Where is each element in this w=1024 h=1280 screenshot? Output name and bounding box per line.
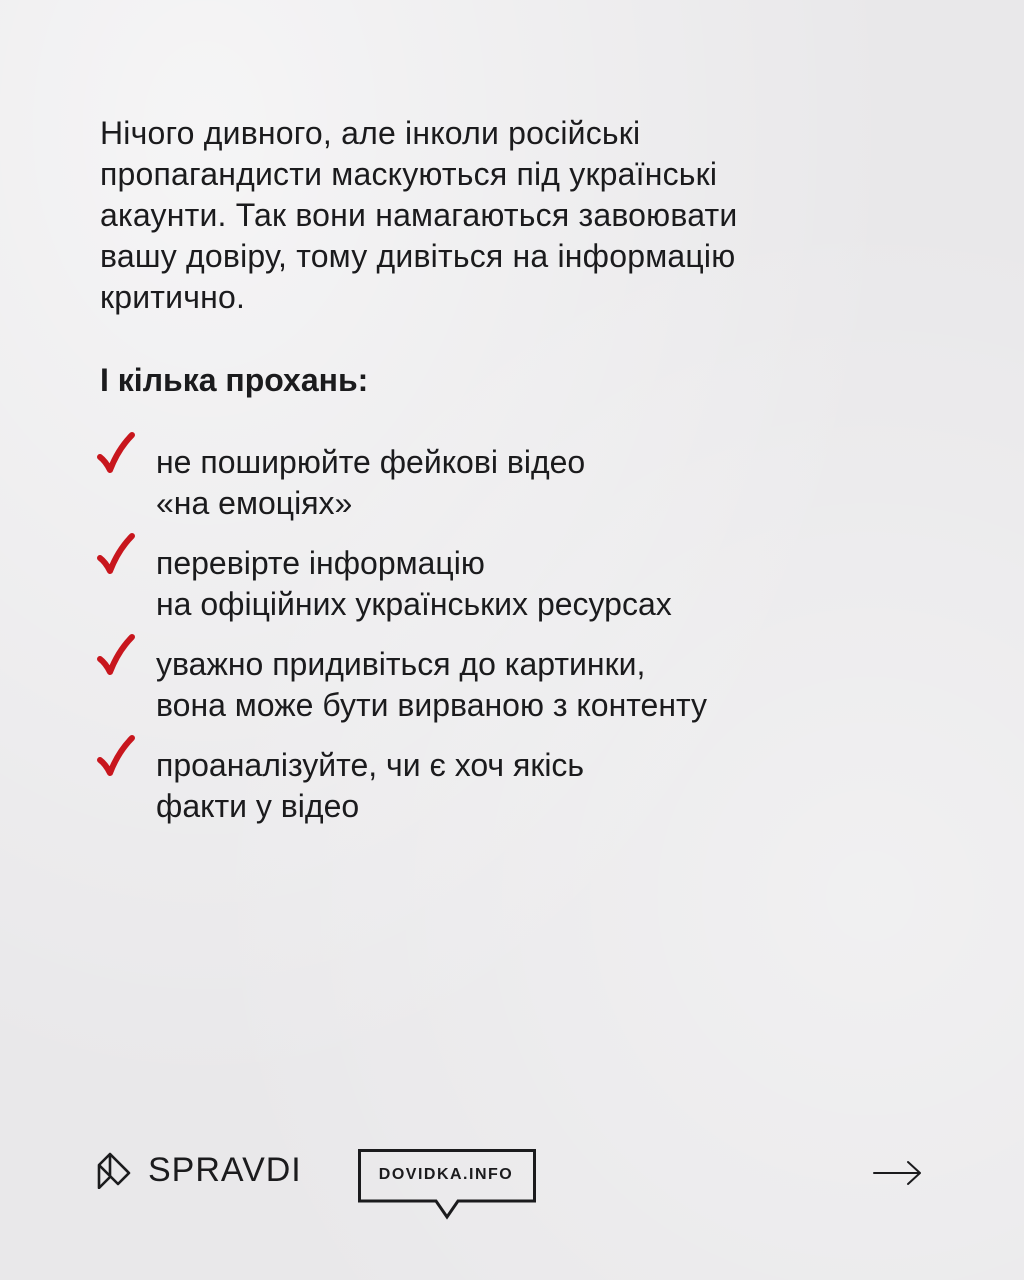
spravdi-logo[interactable]	[96, 1150, 302, 1190]
intro-line: Нічого дивного, але інколи російські	[100, 115, 641, 151]
tip-text	[156, 644, 707, 726]
tip-line: перевірте інформацію	[156, 545, 485, 581]
dovidka-logo[interactable]	[358, 1149, 536, 1226]
checkmark-icon	[96, 533, 136, 577]
tip-item	[96, 632, 936, 733]
tips-list	[96, 430, 936, 834]
dovidka-wordmark: DOVIDKA.INFO	[378, 1166, 514, 1183]
tip-line: не поширюйте фейкові відео	[156, 444, 586, 480]
tip-item	[96, 531, 936, 632]
intro-line: пропагандисти маскуються під українські	[100, 156, 718, 192]
intro-line: вашу довіру, тому дивіться на інформацію	[100, 238, 736, 274]
tip-item	[96, 733, 936, 834]
intro-line: акаунти. Так вони намагаються завоювати	[100, 197, 738, 233]
intro-paragraph	[100, 113, 900, 318]
intro-line: критично.	[100, 279, 246, 315]
tip-line: факти у відео	[156, 788, 360, 824]
tip-line: проаналізуйте, чи є хоч якісь	[156, 747, 585, 783]
tip-line: на офіційних українських ресурсах	[156, 586, 672, 622]
requests-heading: І кілька прохань:	[100, 362, 369, 398]
spravdi-wordmark: SPRAVDI	[148, 1151, 302, 1189]
spravdi-logo-icon	[96, 1151, 132, 1189]
tip-text	[156, 745, 584, 827]
footer	[0, 1140, 1024, 1230]
checkmark-icon	[96, 735, 136, 779]
tip-line: вона може бути вирваною з контенту	[156, 687, 708, 723]
tip-line: «на емоціях»	[156, 485, 353, 521]
tip-line: уважно придивіться до картинки,	[156, 646, 646, 682]
checkmark-icon	[96, 432, 136, 476]
tip-text	[156, 442, 585, 524]
tip-text	[156, 543, 672, 625]
arrow-right-icon[interactable]	[872, 1158, 924, 1188]
checkmark-icon	[96, 634, 136, 678]
tip-item	[96, 430, 936, 531]
